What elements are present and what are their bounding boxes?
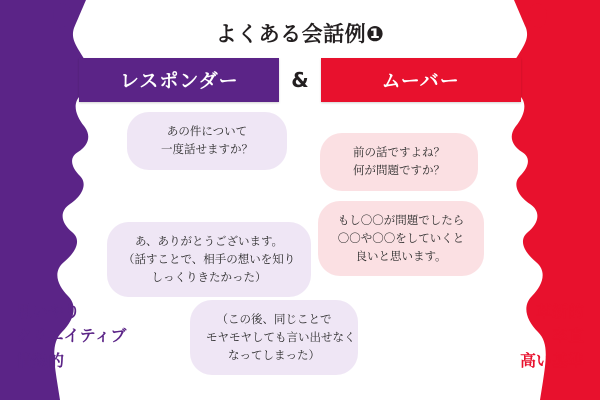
bubble-line: あ、ありがとうございます。 bbox=[134, 234, 284, 248]
speech-bubble-mover-1 bbox=[320, 133, 478, 191]
bubble-line: 前の話ですよね？ bbox=[353, 145, 445, 159]
speech-bubble-responder-2 bbox=[107, 222, 311, 297]
bubble-line: 一度話せますか？ bbox=[161, 141, 253, 156]
bubble-line: （この後、同じことで bbox=[216, 312, 332, 326]
bubble-line: 〇〇や〇〇をしていくと bbox=[337, 230, 465, 245]
trait-label: 高い基準 bbox=[519, 351, 584, 371]
role-pill-responder: レスポンダー bbox=[79, 58, 279, 102]
ampersand-label: & bbox=[291, 68, 309, 92]
bubble-line: モヤモヤしても言い出せなく bbox=[206, 329, 356, 344]
role-banner-row bbox=[0, 58, 600, 102]
speech-bubble-mover-2 bbox=[318, 201, 484, 276]
trait-label: 情熱的 bbox=[16, 351, 65, 371]
trait-label: 革新的 bbox=[535, 301, 584, 321]
role-pill-mover: ムーバー bbox=[321, 58, 521, 102]
bubble-line: しっくりきたかった） bbox=[151, 269, 267, 284]
bubble-line: もし〇〇が問題でしたら bbox=[337, 213, 465, 227]
trait-label: 率直 bbox=[551, 326, 584, 346]
trait-label: クリエイティブ bbox=[16, 326, 127, 346]
speech-bubble-responder-1 bbox=[127, 112, 287, 170]
bubble-line: （話すことで、相手の想いを知り bbox=[123, 251, 296, 266]
bubble-line: 何が問題ですか？ bbox=[353, 162, 445, 177]
traits-responder bbox=[16, 300, 126, 374]
trait-label: 思いやり bbox=[16, 301, 81, 321]
page-title: よくある会話例❶ bbox=[215, 22, 385, 46]
bubble-line: なってしまった） bbox=[228, 347, 320, 362]
traits-mover bbox=[520, 300, 584, 374]
speech-bubble-responder-3 bbox=[190, 300, 358, 375]
bubble-line: 良いと思います。 bbox=[355, 248, 447, 263]
bubble-line: あの件について bbox=[166, 124, 248, 138]
